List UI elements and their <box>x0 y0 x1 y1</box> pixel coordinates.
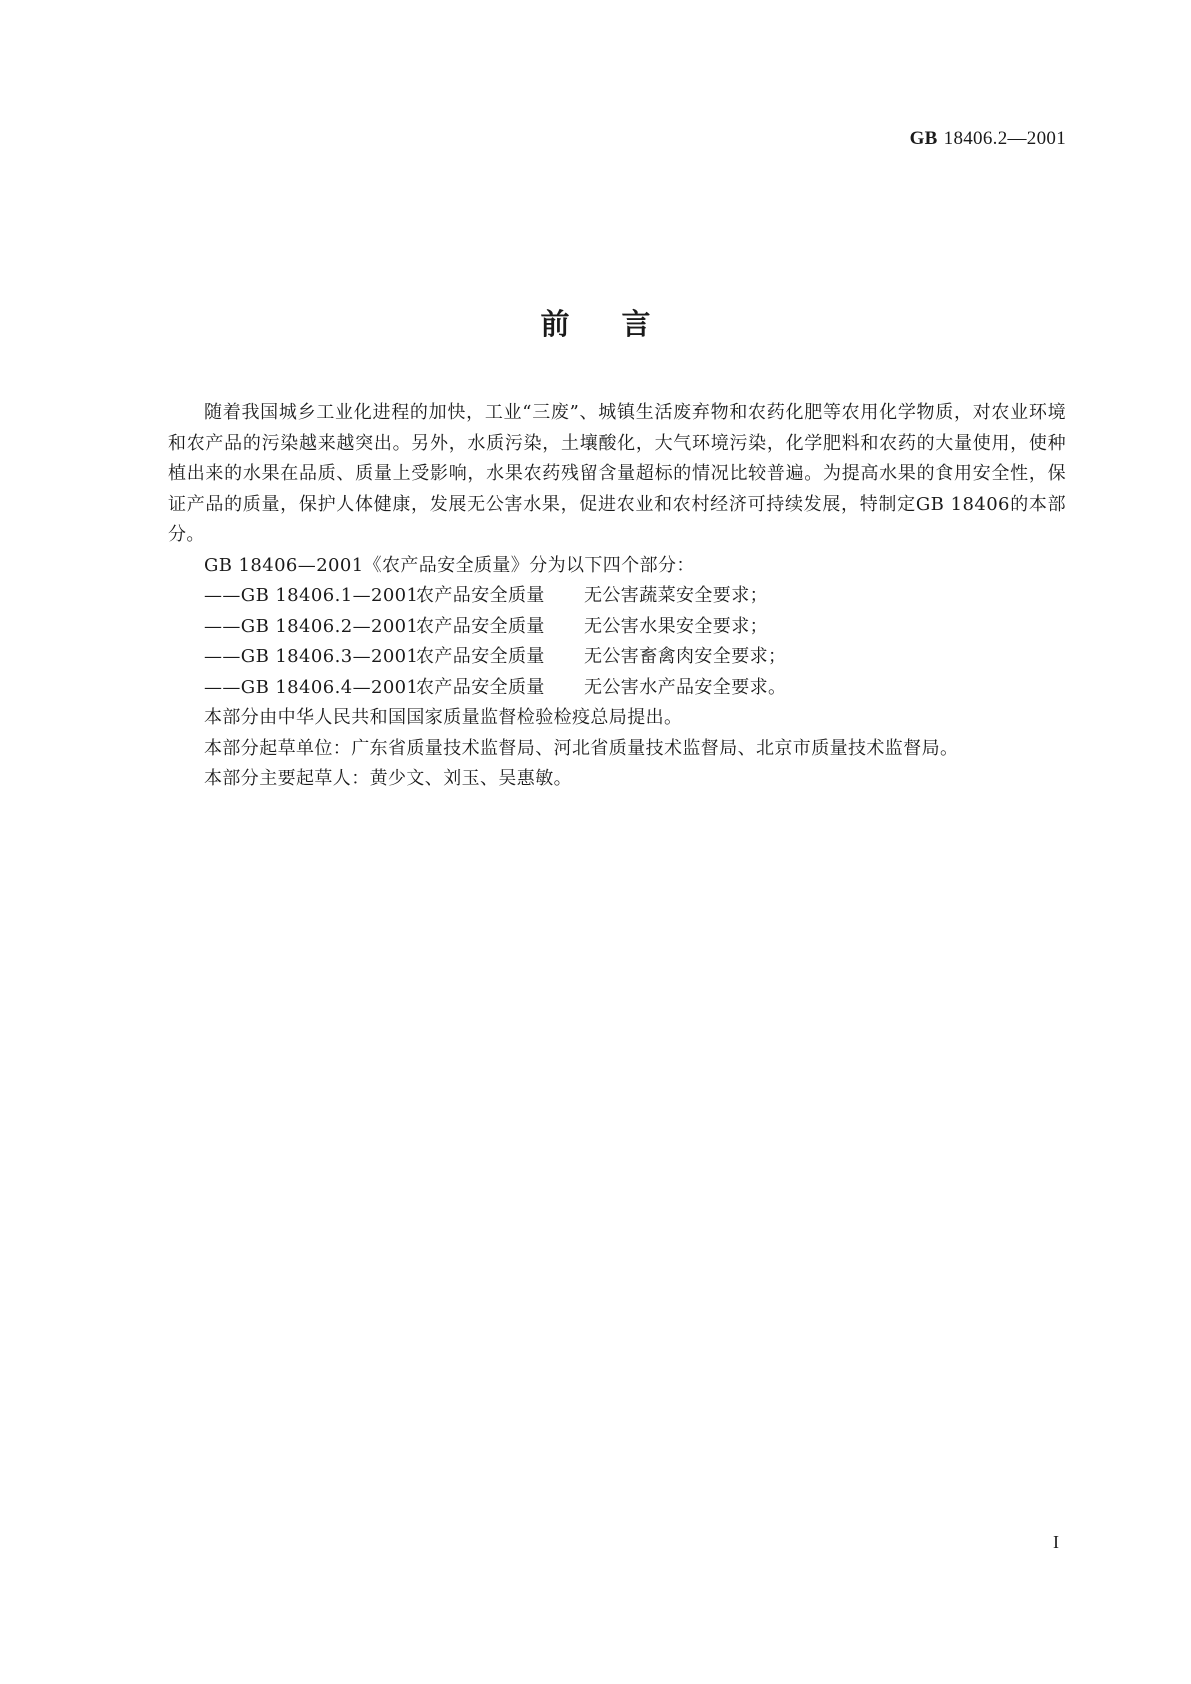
intro-paragraph: 随着我国城乡工业化进程的加快，工业“三废”、城镇生活废弃物和农药化肥等农用化学物质，对农业环境和农产品的污染越来越突出。另外，水质污染，土壤酸化，大气环境污染，化学肥料和农药的大量使用，使种植出来的水果在品质、质量上受影响，水果农药残留含量超标的情况比较普遍。为提高水果的食用安全性，保证产品的质量，保护人体健康，发展无公害水果，促进农业和农村经济可持续发展，特制定GB 18406的本部分。 <box>168 402 1066 545</box>
list-item <box>168 642 1066 673</box>
part-title: 无公害水产品安全要求。 <box>584 676 787 698</box>
drafters: 本部分主要起草人：黄少文、刘玉、吴惠敏。 <box>204 768 572 789</box>
part-title: 无公害水果安全要求； <box>584 615 768 637</box>
part-code: ——GB 18406.3—2001 <box>204 646 419 667</box>
page-title: 前言 <box>540 307 703 341</box>
standard-code <box>910 128 1066 150</box>
part-code: ——GB 18406.4—2001 <box>204 676 419 698</box>
foreword-body <box>168 398 1066 795</box>
parts-list <box>168 581 1066 703</box>
drafting-units: 本部分起草单位：广东省质量技术监督局、河北省质量技术监督局、北京市质量技术监督局。 <box>204 737 959 759</box>
page-number: I <box>1053 1532 1059 1552</box>
part-title: 无公害蔬菜安全要求； <box>584 585 768 606</box>
part-series-name: 农产品安全质量 <box>416 676 545 698</box>
part-series-name: 农产品安全质量 <box>416 585 545 606</box>
part-title: 无公害畜禽肉安全要求； <box>584 646 787 667</box>
proposed-by: 本部分由中华人民共和国国家质量监督检验检疫总局提出。 <box>204 707 683 728</box>
list-item <box>168 612 1066 643</box>
standard-number: 18406.2—2001 <box>943 128 1066 149</box>
part-code: ——GB 18406.2—2001 <box>204 615 419 637</box>
list-item <box>168 673 1066 704</box>
list-item <box>168 581 1066 612</box>
part-code: ——GB 18406.1—2001 <box>204 585 419 606</box>
standard-prefix: GB <box>909 128 938 149</box>
parts-intro: GB 18406—2001《农产品安全质量》分为以下四个部分： <box>204 554 695 576</box>
part-series-name: 农产品安全质量 <box>416 615 545 637</box>
part-series-name: 农产品安全质量 <box>416 646 545 667</box>
